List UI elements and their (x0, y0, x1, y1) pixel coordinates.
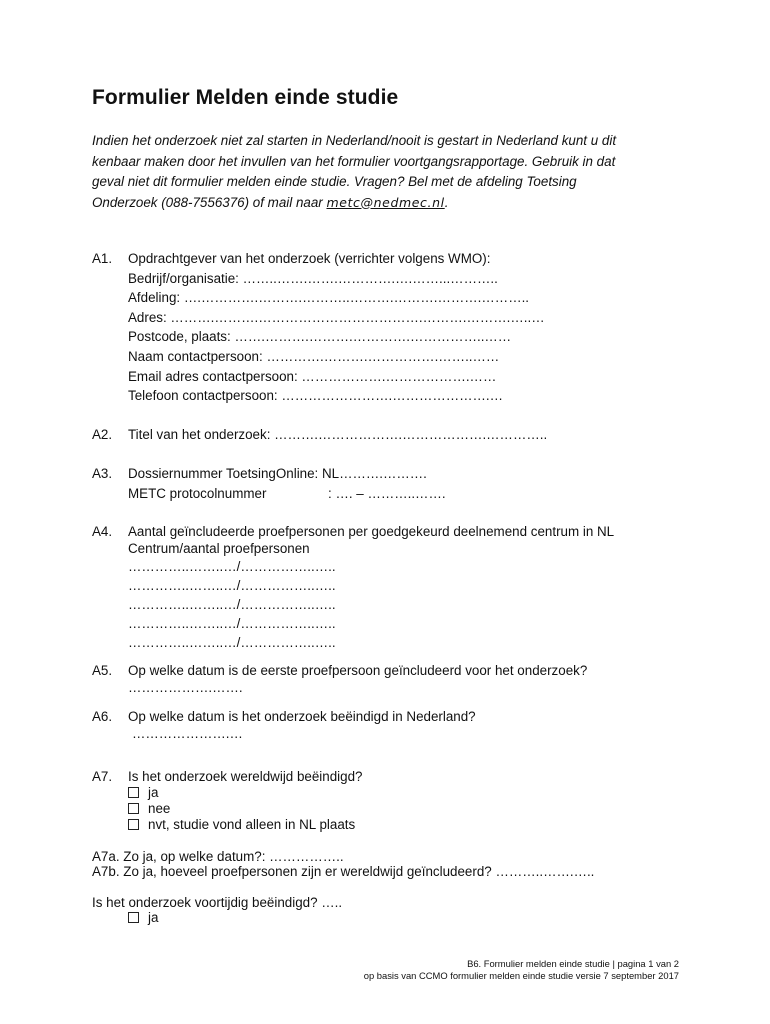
field-study-title[interactable]: Titel van het onderzoek: ……….……………….……………….………….. (128, 427, 548, 442)
centre-row[interactable]: …………..……..…/……………..….. (128, 597, 336, 612)
option-label: ja (148, 910, 159, 925)
metc-label: METC protocolnummer (128, 485, 267, 501)
question-text: Op welke datum is de eerste proefpersoon geïncludeerd voor het onderzoek? (128, 663, 588, 678)
footer-line: op basis van CCMO formulier melden einde studie versie 7 september 2017 (363, 970, 679, 981)
field-dossier-number[interactable]: Dossiernummer ToetsingOnline: NL……….………. (128, 466, 427, 481)
question-number: A1. (92, 251, 113, 266)
email-link[interactable]: metc@nedmec.nl (326, 194, 445, 210)
field-contact-email[interactable]: Email adres contactpersoon: ……………….……………….…… (128, 368, 497, 384)
question-body (128, 425, 547, 445)
field-department[interactable]: Afdeling: ….………….……….………..……….……….……….……….. (128, 290, 530, 306)
question-body (128, 464, 446, 503)
intro-line-end: . (444, 194, 449, 210)
centre-row[interactable]: …………..……..…/……………..….. (128, 616, 336, 631)
intro-line: Onderzoek (088-7556376) of mail naar (92, 194, 327, 210)
centre-row[interactable]: …………..……..…/……………..….. (128, 559, 336, 574)
question-number: A5. (92, 663, 113, 678)
field-company[interactable]: Bedrijf/organisatie: ……..…….…….………….….……...……….. (128, 270, 498, 286)
intro-line: geval niet dit formulier melden einde studie. Vragen? Bel met de afdeling Toetsing (92, 174, 577, 189)
intro-paragraph (92, 131, 682, 213)
question-number: A4. (92, 524, 113, 539)
field-contact-phone[interactable]: Telefoon contactpersoon: …………………….………………….… (128, 388, 504, 404)
field-first-inclusion-date[interactable]: ……………….……. (128, 680, 243, 695)
checkbox-icon[interactable] (128, 912, 139, 923)
option-label: ja (148, 785, 159, 800)
page-title: Formulier Melden einde studie (92, 86, 399, 109)
question-body (128, 769, 363, 833)
intro-line: kenbaar maken door het invullen van het formulier voortgangsrapportage. Gebruik in dat (92, 153, 616, 169)
checkbox-icon[interactable] (128, 819, 139, 830)
centre-row[interactable]: …………..……..…/……………..….. (128, 635, 336, 650)
field-metc-protocol[interactable] (128, 484, 446, 504)
question-number: A2. (92, 427, 113, 442)
field-end-date-nl[interactable]: ………………….… (132, 726, 243, 741)
question-a7b[interactable]: A7b. Zo ja, hoeveel proefpersonen zijn er wereldwijd geïncludeerd? ………..…….….. (92, 864, 595, 879)
question-body (128, 708, 476, 742)
option-yes[interactable] (128, 785, 363, 801)
question-a7a[interactable]: A7a. Zo ja, op welke datum?: …………….. (92, 849, 344, 864)
field-contact-name[interactable]: Naam contactpersoon: ………….……….…………….……..…… (128, 348, 500, 364)
centre-row[interactable]: …………..……..…/……………..….. (128, 578, 336, 593)
footer-line: B6. Formulier melden einde studie | pagina 1 van 2 (467, 958, 679, 969)
question-number: A6. (92, 709, 113, 724)
field-postcode-city[interactable]: Postcode, plaats: …….……….……….………….……………..…… (128, 329, 512, 345)
question-heading: Opdrachtgever van het onderzoek (verrichter volgens WMO): (128, 251, 491, 266)
question-text: Op welke datum is het onderzoek beëindigd in Nederland? (128, 709, 476, 724)
option-label: nvt, studie vond alleen in NL plaats (148, 817, 356, 832)
question-heading: Aantal geïncludeerde proefpersonen per goedgekeurd deelnemend centrum in NL (128, 524, 615, 539)
intro-line: Indien het onderzoek niet zal starten in Nederland/nooit is gestart in Nederland kunt u dit (92, 133, 617, 148)
option-no[interactable] (128, 801, 363, 817)
question-number: A7. (92, 769, 113, 784)
question-body (128, 249, 545, 406)
question-body (128, 662, 587, 696)
question-number: A3. (92, 466, 113, 481)
checkbox-icon[interactable] (128, 803, 139, 814)
option-early-yes[interactable] (128, 910, 158, 926)
question-early-termination: Is het onderzoek voortijdig beëindigd? ….. (92, 895, 343, 910)
question-subheading: Centrum/aantal proefpersonen (128, 541, 310, 556)
question-body (128, 522, 614, 652)
option-label: nee (148, 801, 171, 816)
option-not-applicable[interactable] (128, 817, 363, 833)
checkbox-icon[interactable] (128, 787, 139, 798)
metc-value: : …. – ………..……. (328, 485, 446, 501)
field-address[interactable]: Adres: ……….……….……………………………….……….……….…..… (128, 309, 545, 325)
question-text: Is het onderzoek wereldwijd beëindigd? (128, 769, 363, 784)
